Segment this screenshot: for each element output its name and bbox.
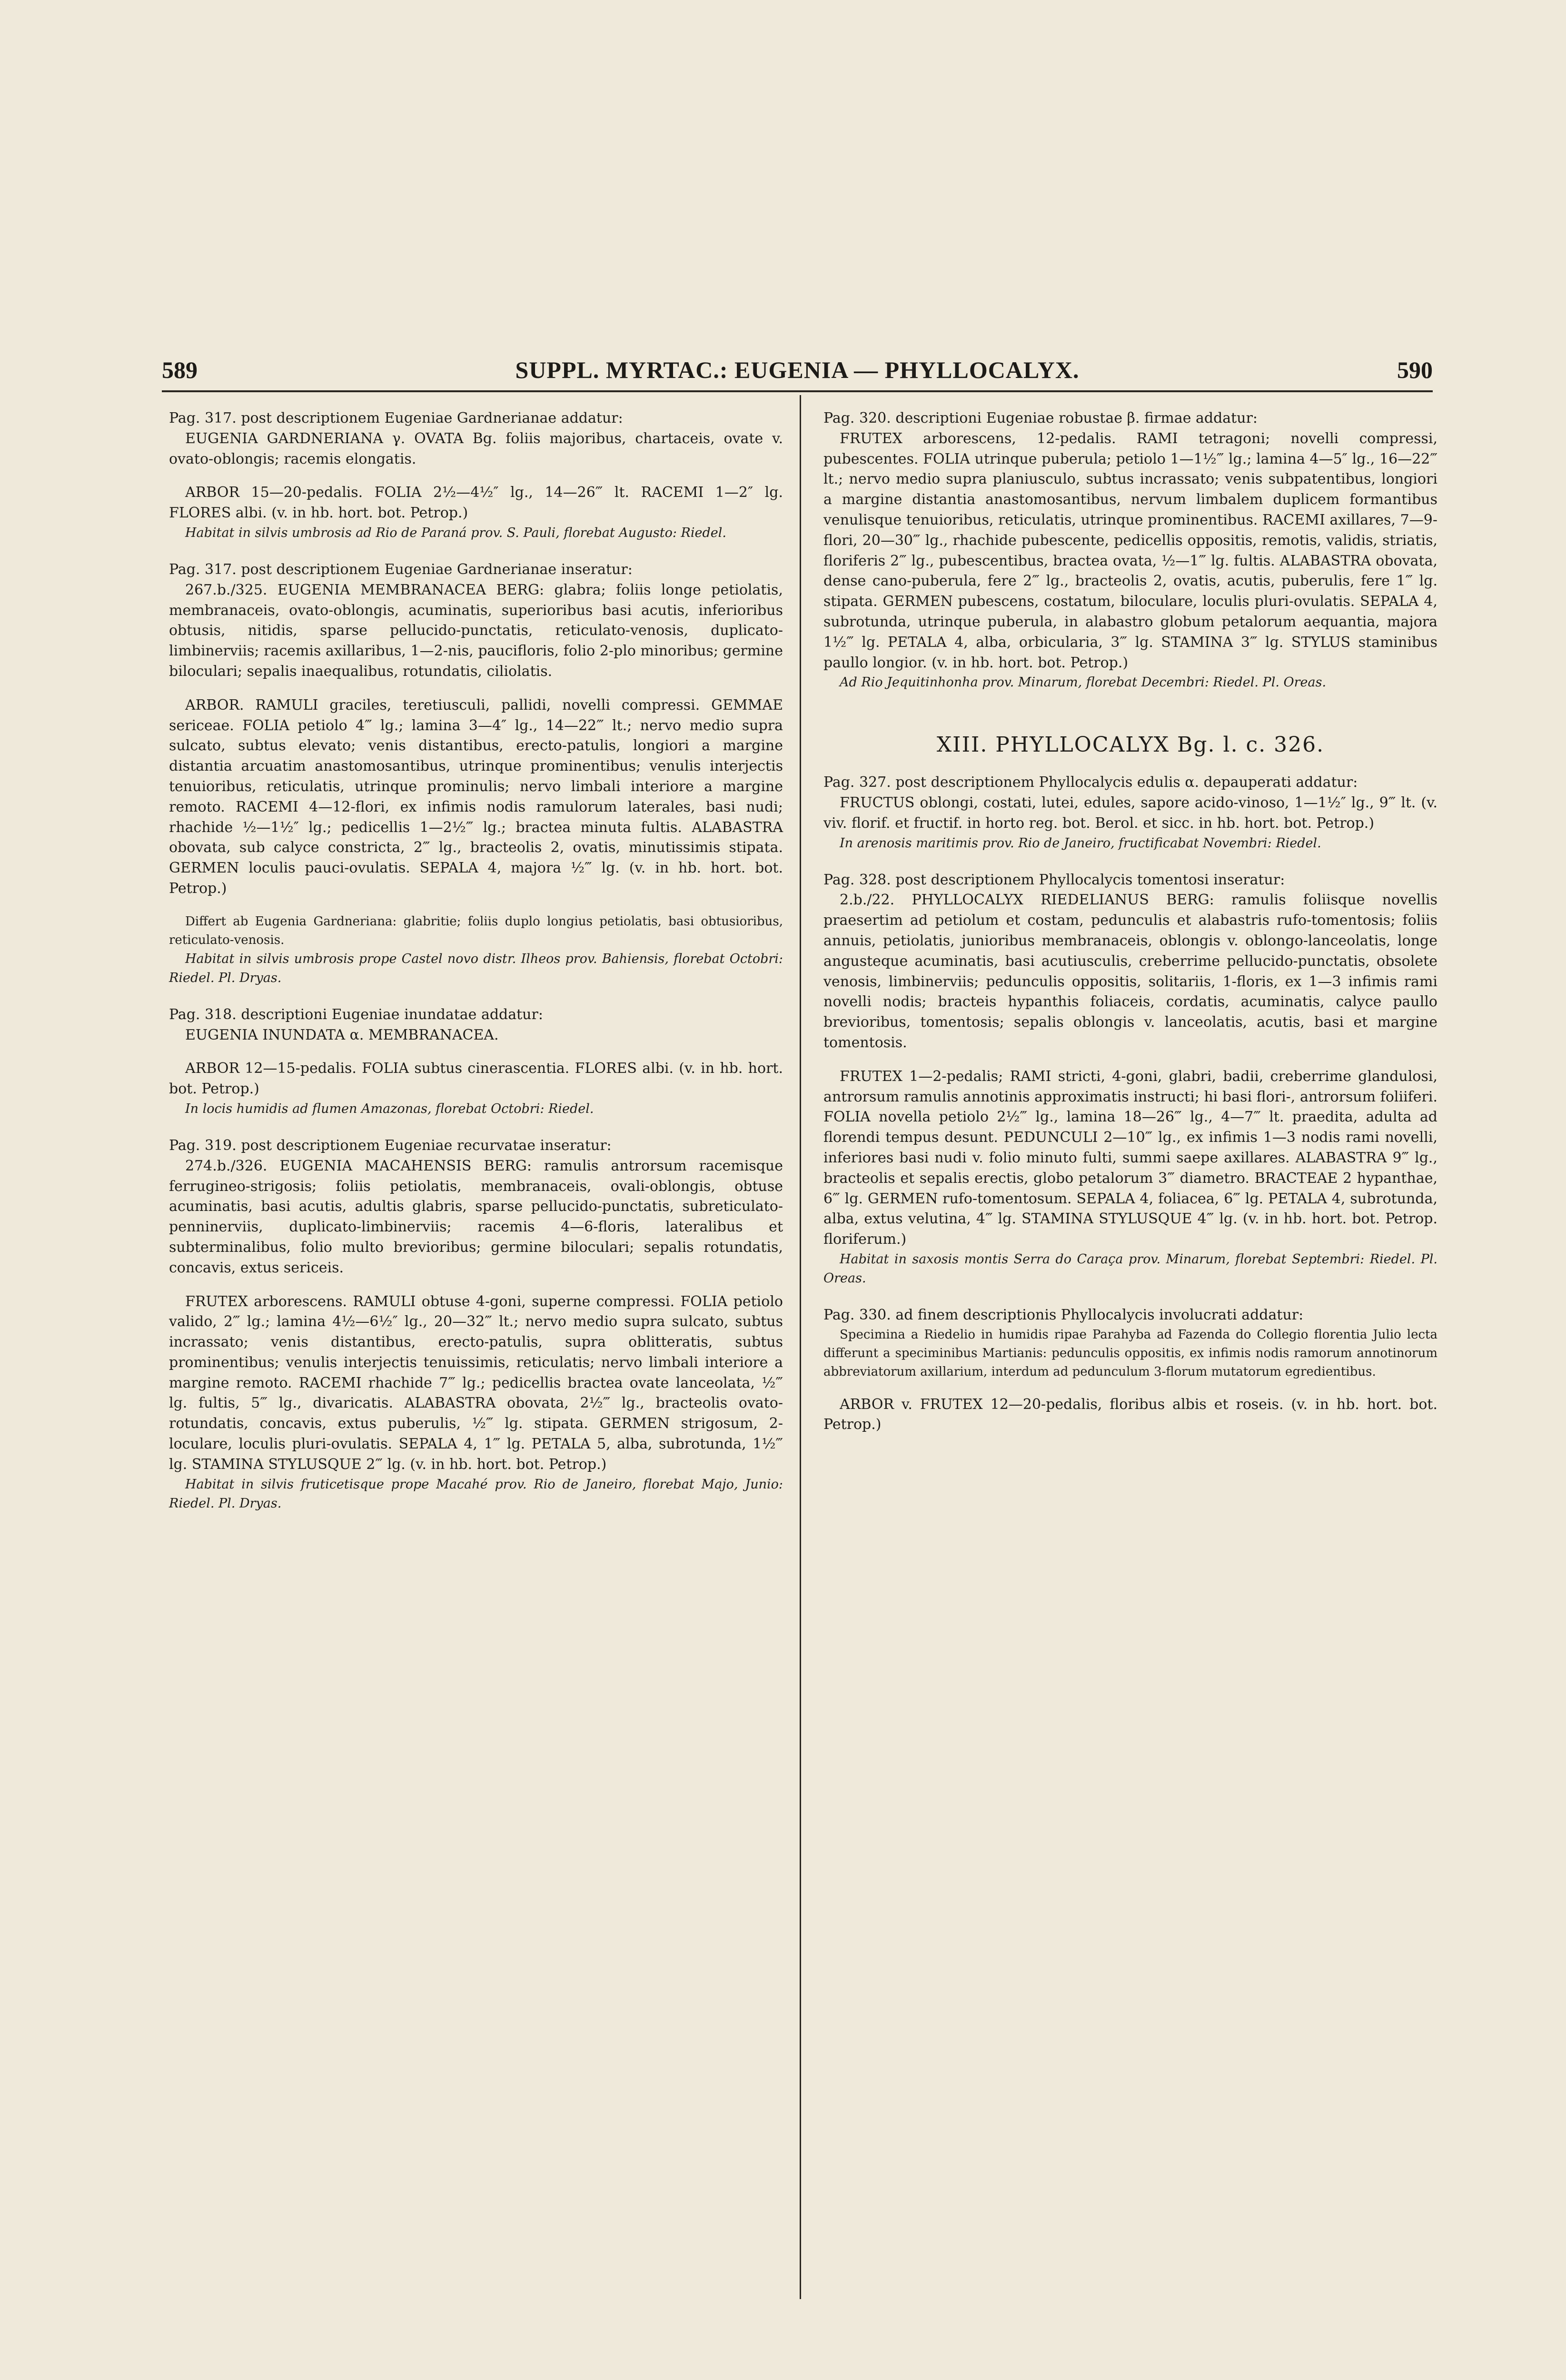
- running-title: SUPPL. MYRTAC.: EUGENIA — PHYLLOCALYX.: [515, 357, 1080, 383]
- left-paragraph-15: FRUTEX arborescens. RAMULI obtuse 4-goni, superne compressi. FOLIA petiolo valido, 2‴ lg.; lamina 4½—6½″ lg., 20—32‴ lt.; nervo medio supra sulcato, subtus incrassato; venis distantibus, erecto-patulis, supra oblitteratis, subtus prominentibus; venulis interjectis tenuissimis, reticulatis; nervo limbali interiore a margine remoto. RACEMI rhachide 7‴ lg.; pedicellis bractea ovate lanceolata, ½‴ lg. fultis, 5‴ lg., divaricatis. ALABASTRA obovata, 2½‴ lg., bracteolis ovato-rotundatis, concavis, extus puberulis, ½‴ lg. stipata. GERMEN strigosum, 2-loculare, loculis pluri-ovulatis. SEPALA 4, 1‴ lg. PETALA 5, alba, subrotunda, 1½‴ lg. STAMINA STYLUSQUE 2‴ lg. (v. in hb. hort. bot. Petrop.): [169, 1293, 783, 1473]
- left-paragraph-0: Pag. 317. post descriptionem Eugeniae Gardnerianae addatur:: [169, 410, 623, 426]
- running-header: [162, 356, 1433, 389]
- right-paragraph-9: FRUTEX 1—2-pedalis; RAMI stricti, 4-goni, glabri, badii, creberrime glandulosi, antrorsum ramulis annotinis approximatis instructi; hi basi flori-, antrorsum foliiferi. FOLIA novella petiolo 2½‴ lg., lamina 18—26‴ lg., 4—7‴ lt. praedita, adulta ad florendi tempus desunt. PEDUNCULI 2—10‴ lg., ex infimis 1—3 nodis rami novelli, inferiores basi nudi v. folio minuto fulti, summi saepe axillares. ALABASTRA 9‴ lg., bracteolis et sepalis erectis, globo petalorum 3‴ diametro. BRACTEAE 2 hypanthae, 6‴ lg. GERMEN rufo-tomentosum. SEPALA 4, foliacea, 6‴ lg. PETALA 4, subrotunda, alba, extus velutina, 4‴ lg. STAMINA STYLUSQUE 4‴ lg. (v. in hb. hort. bot. Petrop. floriferum.): [823, 1068, 1437, 1248]
- page-number-left: 589: [162, 357, 198, 383]
- left-paragraph-13: Pag. 319. post descriptionem Eugeniae recurvatae inseratur:: [169, 1137, 612, 1154]
- right-column: [823, 408, 1437, 1435]
- right-paragraph-13: ARBOR v. FRUTEX 12—20-pedalis, floribus albis et roseis. (v. in hb. hort. bot. Petrop.): [823, 1396, 1437, 1433]
- right-paragraph-2: Ad Rio Jequitinhonha prov. Minarum, florebat Decembri: Riedel. Pl. Oreas.: [840, 675, 1327, 690]
- left-paragraph-4: Pag. 317. post descriptionem Eugeniae Gardnerianae inseratur:: [169, 561, 633, 578]
- left-column: [169, 408, 783, 1513]
- left-paragraph-10: EUGENIA INUNDATA α. MEMBRANACEA.: [185, 1026, 499, 1043]
- right-paragraph-10: Habitat in saxosis montis Serra do Caraça prov. Minarum, florebat Septembri: Riedel. Pl. Oreas.: [823, 1251, 1437, 1286]
- left-paragraph-11: ARBOR 12—15-pedalis. FOLIA subtus cinerascentia. FLORES albi. (v. in hb. hort. bot. Petrop.): [169, 1060, 783, 1098]
- right-paragraph-4: Pag. 327. post descriptionem Phyllocalycis edulis α. depauperati addatur:: [823, 774, 1358, 791]
- header-rule: [162, 390, 1433, 392]
- left-paragraph-7: Differt ab Eugenia Gardneriana: glabritie; foliis duplo longius petiolatis, basi obtusioribus, reticulato-venosis.: [169, 914, 783, 947]
- right-paragraph-11: Pag. 330. ad finem descriptionis Phyllocalycis involucrati addatur:: [823, 1306, 1304, 1323]
- left-paragraph-2: ARBOR 15—20-pedalis. FOLIA 2½—4½″ lg., 14—26‴ lt. RACEMI 1—2″ lg. FLORES albi. (v. in hb. hort. bot. Petrop.): [169, 484, 783, 522]
- column-divider: [800, 395, 801, 2299]
- right-paragraph-1: FRUTEX arborescens, 12-pedalis. RAMI tetragoni; novelli compressi, pubescentes. FOLIA utrinque puberula; petiolo 1—1½‴ lg.; lamina 4—5″ lg., 16—22‴ lt.; nervo medio supra planiusculo, subtus incrassato; venis subpatentibus, longiori a margine distantia anastomosantibus, nervum limbalem duplicem formantibus venulisque tenuioribus, reticulatis, utrinque prominentibus. RACEMI axillares, 7—9-flori, 20—30‴ lg., rhachide pubescente, pedicellis oppositis, remotis, validis, striatis, floriferis 2‴ lg., pubescentibus, bractea ovata, ½—1‴ lg. fultis. ALABASTRA obovata, dense cano-puberula, fere 2‴ lg., bracteolis 2, ovatis, acutis, puberulis, fere 1‴ lg. stipata. GERMEN pubescens, costatum, biloculare, loculis pluri-ovulatis. SEPALA 4, subrotunda, utrinque puberula, in alabastro globum petalorum aequantia, majora 1½‴ lg. PETALA 4, alba, orbicularia, 3‴ lg. STAMINA 3‴ lg. STYLUS staminibus paullo longior. (v. in hb. hort. bot. Petrop.): [823, 430, 1437, 671]
- right-paragraph-8: 2.b./22. PHYLLOCALYX RIEDELIANUS BERG: ramulis foliisque novellis praesertim ad petiolum et costam, pedunculis et alabastris rufo-tomentosis; foliis annuis, petiolatis, junioribus membranaceis, oblongis v. oblongo-lanceolatis, longe angusteque acuminatis, basi acutiusculis, creberrime pellucido-punctatis, obsolete venosis, limbinerviis; pedunculis oppositis, solitariis, 1-floris, ex 1—3 infimis rami novelli nodis; bracteis hypanthis foliaceis, cordatis, acuminatis, calyce paullo brevioribus, tomentosis; sepalis oblongis v. lanceolatis, acutis, basi et margine tomentosis.: [823, 892, 1437, 1051]
- right-paragraph-0: Pag. 320. descriptioni Eugeniae robustae β. firmae addatur:: [823, 410, 1258, 426]
- right-paragraph-6: In arenosis maritimis prov. Rio de Janeiro, fructificabat Novembri: Riedel.: [840, 835, 1321, 851]
- left-paragraph-8: Habitat in silvis umbrosis prope Castel novo distr. Ilheos prov. Bahiensis, florebat Octobri: Riedel. Pl. Dryas.: [169, 951, 783, 985]
- left-paragraph-6: ARBOR. RAMULI graciles, teretiusculi, pallidi, novelli compressi. GEMMAE sericeae. FOLIA petiolo 4‴ lg.; lamina 3—4″ lg., 14—22‴ lt.; nervo medio supra sulcato, subtus elevato; venis distantibus, erecto-patulis, longiori a margine distantia arcuatim anastomosantibus, utrinque prominentibus; venulis interjectis tenuioribus, reticulatis, utrinque prominulis; nervo limbali interiore a margine remoto. RACEMI 4—12-flori, ex infimis nodis ramulorum laterales, basi nudi; rhachide ½—1½″ lg.; pedicellis 1—2½‴ lg.; bractea minuta fultis. ALABASTRA obovata, sub calyce constricta, 2‴ lg., bracteolis 2, ovatis, minutissimis stipata. GERMEN loculis pauci-ovulatis. SEPALA 4, majora ½‴ lg. (v. in hb. hort. bot. Petrop.): [169, 696, 783, 897]
- left-paragraph-9: Pag. 318. descriptioni Eugeniae inundatae addatur:: [169, 1006, 543, 1023]
- left-paragraph-12: In locis humidis ad flumen Amazonas, florebat Octobri: Riedel.: [185, 1101, 594, 1116]
- left-paragraph-14: 274.b./326. EUGENIA MACAHENSIS BERG: ramulis antrorsum racemisque ferrugineo-strigosis; foliis petiolatis, membranaceis, ovali-oblongis, obtuse acuminatis, basi acutis, adultis glabris, sparse pellucido-punctatis, subreticulato-penninerviis, duplicato-limbinerviis; racemis 4—6-floris, lateralibus et subterminalibus, folio multo brevioribus; germine biloculari; sepalis rotundatis, concavis, extus sericeis.: [169, 1157, 783, 1276]
- left-paragraph-1: EUGENIA GARDNERIANA γ. OVATA Bg. foliis majoribus, chartaceis, ovate v. ovato-oblongis; racemis elongatis.: [169, 430, 783, 467]
- right-paragraph-12: Specimina a Riedelio in humidis ripae Parahyba ad Fazenda do Collegio florentia Julio lecta differunt a speciminibus Martianis: pedunculis oppositis, ex infimis nodis ramorum annotinorum abbreviatorum axillarium, interdum ad pedunculum 3-florum mutatorum egredientibus.: [823, 1327, 1437, 1379]
- page-number-right: 590: [1397, 357, 1433, 383]
- left-paragraph-3: Habitat in silvis umbrosis ad Rio de Paraná prov. S. Pauli, florebat Augusto: Riedel.: [185, 525, 726, 540]
- right-paragraph-3: XIII. PHYLLOCALYX Bg. l. c. 326.: [936, 733, 1325, 757]
- right-paragraph-5: FRUCTUS oblongi, costati, lutei, edules, sapore acido-vinoso, 1—1½″ lg., 9‴ lt. (v. viv. florif. et fructif. in horto reg. bot. Berol. et sicc. in hb. hort. bot. Petrop.): [823, 794, 1437, 832]
- left-paragraph-16: Habitat in silvis fruticetisque prope Macahé prov. Rio de Janeiro, florebat Majo, Junio: Riedel. Pl. Dryas.: [169, 1477, 783, 1511]
- right-paragraph-7: Pag. 328. post descriptionem Phyllocalycis tomentosi inseratur:: [823, 871, 1285, 888]
- left-paragraph-5: 267.b./325. EUGENIA MEMBRANACEA BERG: glabra; foliis longe petiolatis, membranaceis, ovato-oblongis, acuminatis, superioribus basi acutis, inferioribus obtusis, nitidis, sparse pellucido-punctatis, reticulato-venosis, duplicato-limbinerviis; racemis axillaribus, 1—2-nis, paucifloris, folio 2-plo minoribus; germine biloculari; sepalis inaequalibus, rotundatis, ciliolatis.: [169, 581, 783, 680]
